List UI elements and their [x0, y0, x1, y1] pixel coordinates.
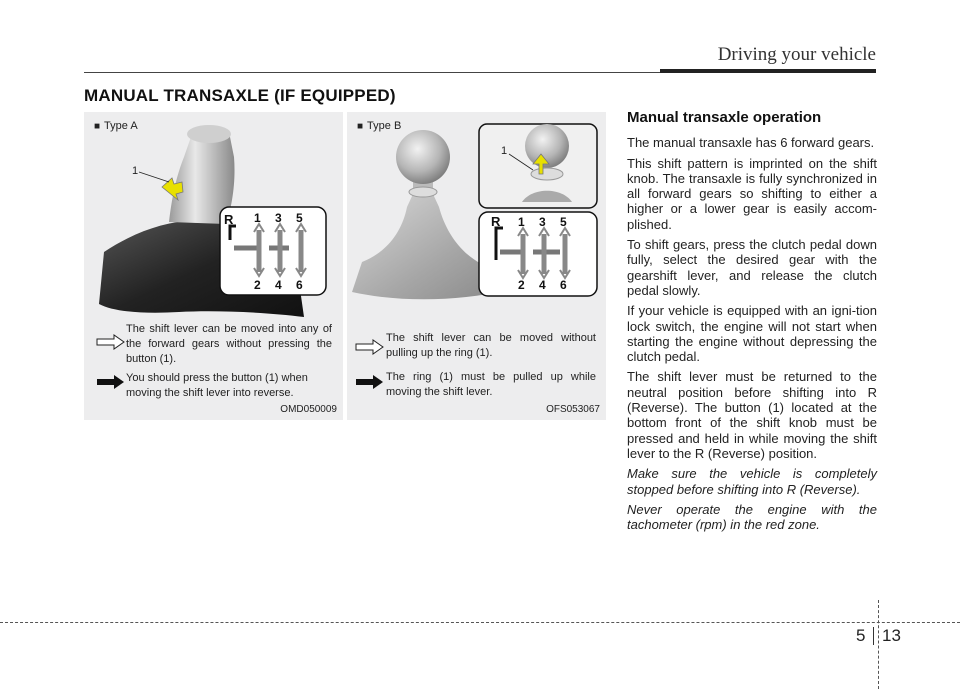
- figure-panel-type-b: [347, 112, 606, 420]
- shift-knob-b: [396, 130, 450, 197]
- type-a-text: Type A: [104, 120, 138, 132]
- gear-2-a: 2: [254, 278, 261, 292]
- paragraph: The manual transaxle has 6 forward gears.: [627, 135, 875, 151]
- figure-code-a: OMD050009: [280, 404, 337, 415]
- gear-6-b: 6: [560, 278, 567, 292]
- subsection-heading: Manual transaxle operation: [627, 109, 822, 126]
- gear-1-b: 1: [518, 215, 525, 229]
- note-solid-b: The ring (1) must be pulled up while moving the shift lever.: [386, 371, 596, 398]
- page-number-separator: [873, 627, 874, 645]
- page-number: 13: [882, 626, 901, 645]
- detail-inset-b: [479, 124, 597, 208]
- paragraph: To shift gears, press the clutch pedal down fully, select the desired gear with the gearshift lever, and release the clutch pedal slowly.: [627, 237, 877, 298]
- hollow-arrow-icon: [96, 334, 126, 350]
- gear-4-a: 4: [275, 278, 282, 292]
- gear-2-b: 2: [518, 278, 525, 292]
- header-rule-accent: [660, 69, 876, 73]
- footer-rule: [0, 622, 960, 623]
- italic-caution: Never operate the engine with the tachometer (rpm) in the red zone.: [627, 501, 877, 533]
- note-solid-a: You should press the button (1) when moving the shift lever into reverse.: [126, 372, 308, 399]
- solid-arrow-icon: [96, 374, 126, 390]
- chapter-number: 5: [856, 626, 866, 645]
- gear-5-b: 5: [560, 215, 567, 229]
- paragraph: The shift lever must be returned to the neutral position before shifting into R (Reverse). The button (1) located at the bottom front of the shift knob must be pressed and held in while moving the shift lever to the R (Reverse) position.: [627, 369, 877, 461]
- gear-3-a: 3: [275, 211, 282, 225]
- type-b-illustration: [347, 112, 606, 320]
- gear-6-a: 6: [296, 278, 303, 292]
- gear-r-b: R: [491, 214, 501, 229]
- footer-divider: [878, 600, 879, 689]
- paragraph: This shift pattern is imprinted on the shift knob. The transaxle is fully synchronized in all forward gears so shifting to either a higher or a lower gear is easily accom-plished.: [627, 155, 877, 232]
- chapter-title: Driving your vehicle: [717, 44, 876, 65]
- note-hollow-a: The shift lever can be moved into any of the forward gears without pressing the button (1).: [126, 323, 332, 365]
- gear-3-b: 3: [539, 215, 546, 229]
- figure-panel-type-a: [84, 112, 343, 420]
- gear-4-b: 4: [539, 278, 546, 292]
- section-title: MANUAL TRANSAXLE (IF EQUIPPED): [84, 86, 396, 105]
- gear-r-a: R: [224, 212, 234, 227]
- gear-1-a: 1: [254, 211, 261, 225]
- bullet-square-icon: ■: [94, 121, 101, 132]
- callout-number-a: 1: [132, 165, 139, 177]
- figure-code-b: OFS053067: [546, 404, 600, 415]
- type-b-text: Type B: [367, 120, 402, 132]
- callout-number-b: 1: [501, 145, 508, 157]
- solid-arrow-icon: [355, 374, 385, 390]
- shift-pattern-a: [220, 207, 326, 295]
- paragraph: If your vehicle is equipped with an igni-tion lock switch, the engine will not start when starting the engine without depressing the clutch pedal.: [627, 303, 877, 365]
- italic-caution: Make sure the vehicle is completely stopped before shifting into R (Reverse).: [627, 466, 877, 497]
- note-hollow-b: The shift lever can be moved without pulling up the ring (1).: [386, 332, 596, 359]
- hollow-arrow-icon: [355, 339, 385, 355]
- body-text-column: [627, 110, 877, 537]
- shift-pattern-b: [479, 212, 597, 296]
- gear-5-a: 5: [296, 211, 303, 225]
- bullet-square-icon: ■: [357, 121, 364, 132]
